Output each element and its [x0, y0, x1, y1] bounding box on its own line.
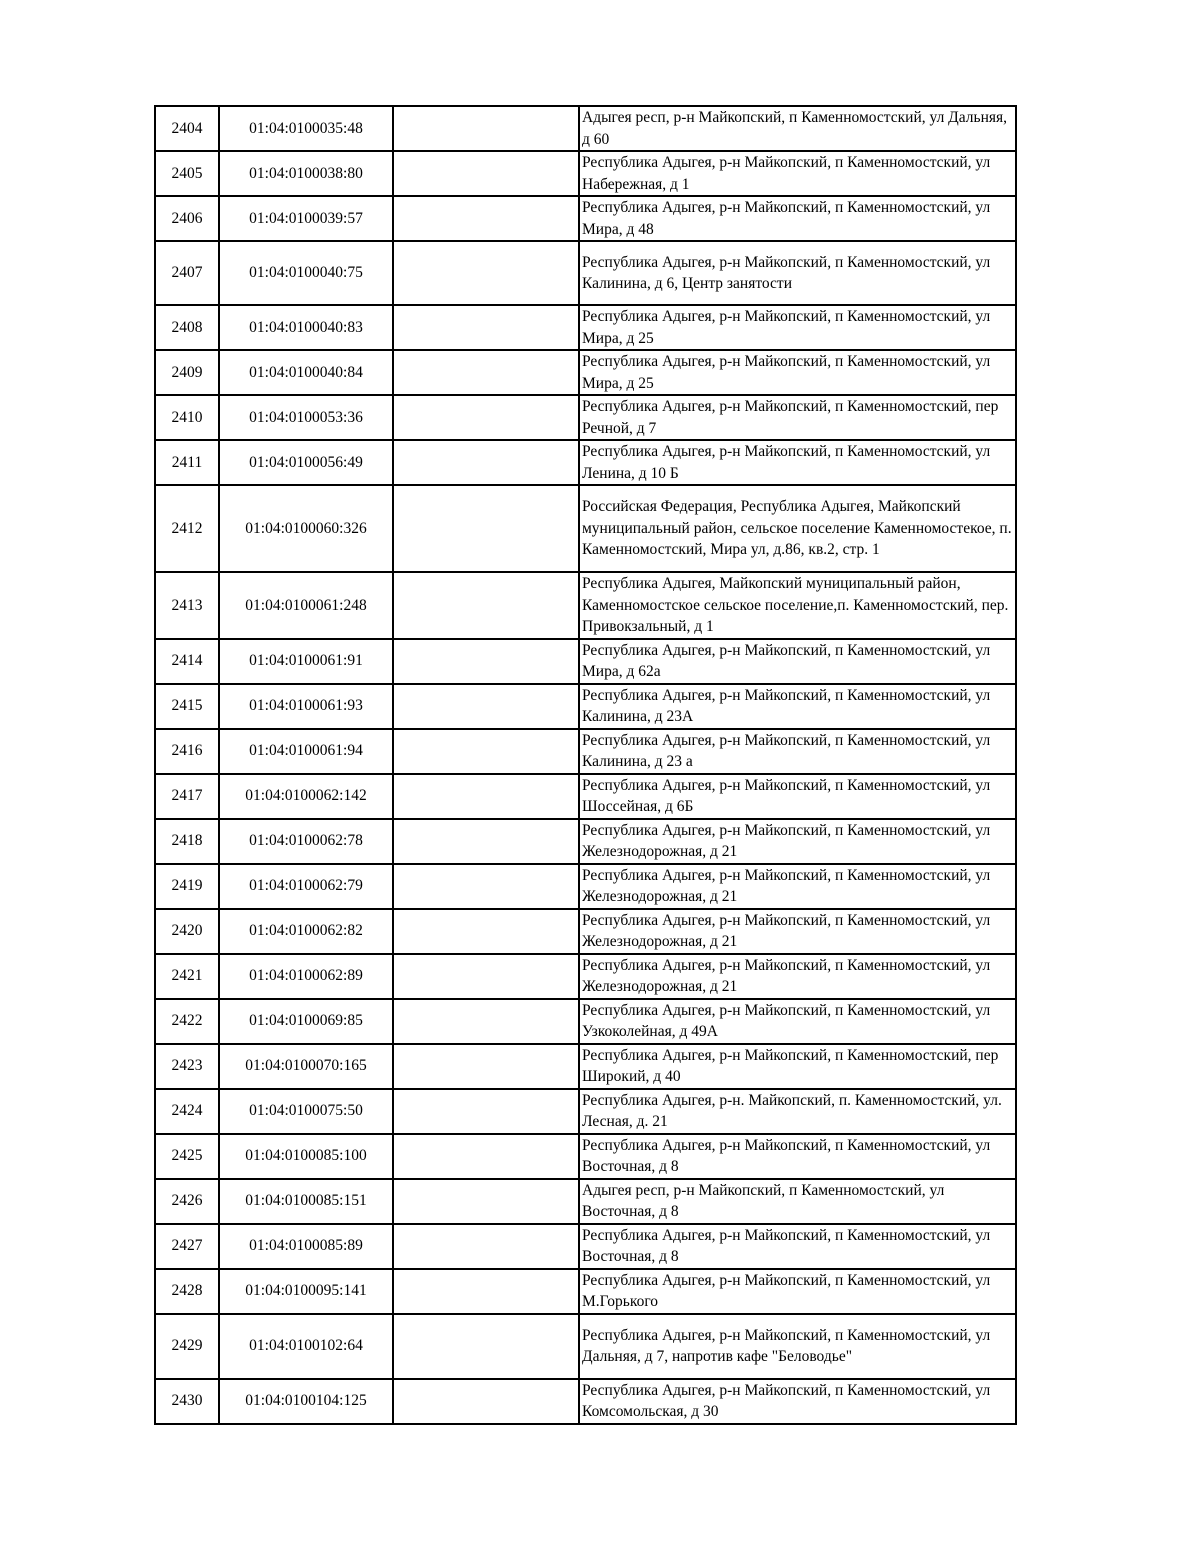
row-number: 2422 — [155, 999, 219, 1044]
empty-cell — [393, 774, 579, 819]
row-number: 2405 — [155, 151, 219, 196]
empty-cell — [393, 1269, 579, 1314]
address: Республика Адыгея, р-н Майкопский, п Каменномостский, ул Мира, д 62а — [579, 639, 1016, 684]
address: Адыгея респ, р-н Майкопский, п Каменномостский, ул Дальняя, д 60 — [579, 106, 1016, 151]
cadastral-number: 01:04:0100060:326 — [219, 485, 393, 572]
cadastral-number: 01:04:0100075:50 — [219, 1089, 393, 1134]
row-number: 2430 — [155, 1379, 219, 1424]
table-row — [155, 1269, 1016, 1314]
property-table — [154, 105, 1017, 1425]
address: Республика Адыгея, р-н Майкопский, п Каменномостский, ул Калинина, д 23А — [579, 684, 1016, 729]
cadastral-number: 01:04:0100040:84 — [219, 350, 393, 395]
empty-cell — [393, 350, 579, 395]
table-row — [155, 1379, 1016, 1424]
row-number: 2428 — [155, 1269, 219, 1314]
row-number: 2421 — [155, 954, 219, 999]
cadastral-number: 01:04:0100062:142 — [219, 774, 393, 819]
address: Республика Адыгея, р-н Майкопский, п Каменномостский, ул Узкоколейная, д 49А — [579, 999, 1016, 1044]
table-row — [155, 1224, 1016, 1269]
table-row — [155, 1089, 1016, 1134]
table-row — [155, 241, 1016, 305]
address: Республика Адыгея, р-н Майкопский, п Каменномостский, ул Калинина, д 6, Центр занятости — [579, 241, 1016, 305]
cadastral-number: 01:04:0100035:48 — [219, 106, 393, 151]
table-row — [155, 909, 1016, 954]
row-number: 2414 — [155, 639, 219, 684]
cadastral-number: 01:04:0100104:125 — [219, 1379, 393, 1424]
empty-cell — [393, 241, 579, 305]
row-number: 2417 — [155, 774, 219, 819]
empty-cell — [393, 196, 579, 241]
address: Российская Федерация, Республика Адыгея, Майкопский муниципальный район, сельское поселение Каменномостекое, п. Каменномостский, Мира ул, д.86, кв.2, стр. 1 — [579, 485, 1016, 572]
empty-cell — [393, 819, 579, 864]
cadastral-number: 01:04:0100061:248 — [219, 572, 393, 639]
address: Республика Адыгея, р-н Майкопский, п Каменномостский, ул Железнодорожная, д 21 — [579, 864, 1016, 909]
empty-cell — [393, 1224, 579, 1269]
row-number: 2419 — [155, 864, 219, 909]
row-number: 2423 — [155, 1044, 219, 1089]
cadastral-number: 01:04:0100069:85 — [219, 999, 393, 1044]
cadastral-number: 01:04:0100040:75 — [219, 241, 393, 305]
address: Республика Адыгея, р-н Майкопский, п Каменномостский, ул Мира, д 48 — [579, 196, 1016, 241]
table-row — [155, 954, 1016, 999]
table-row — [155, 1044, 1016, 1089]
address: Республика Адыгея, р-н Майкопский, п Каменномостский, ул Мира, д 25 — [579, 350, 1016, 395]
empty-cell — [393, 395, 579, 440]
row-number: 2408 — [155, 305, 219, 350]
table-row — [155, 729, 1016, 774]
row-number: 2429 — [155, 1314, 219, 1379]
empty-cell — [393, 305, 579, 350]
row-number: 2404 — [155, 106, 219, 151]
table-row — [155, 1179, 1016, 1224]
address: Республика Адыгея, р-н Майкопский, п Каменномостский, ул Восточная, д 8 — [579, 1134, 1016, 1179]
empty-cell — [393, 1379, 579, 1424]
cadastral-number: 01:04:0100061:94 — [219, 729, 393, 774]
row-number: 2420 — [155, 909, 219, 954]
empty-cell — [393, 106, 579, 151]
address: Республика Адыгея, р-н Майкопский, п Каменномостский, ул Комсомольская, д 30 — [579, 1379, 1016, 1424]
address: Республика Адыгея, р-н. Майкопский, п. Каменномостский, ул. Лесная, д. 21 — [579, 1089, 1016, 1134]
table-row — [155, 350, 1016, 395]
row-number: 2427 — [155, 1224, 219, 1269]
address: Республика Адыгея, р-н Майкопский, п Каменномостский, ул Ленина, д 10 Б — [579, 440, 1016, 485]
empty-cell — [393, 864, 579, 909]
row-number: 2418 — [155, 819, 219, 864]
address: Республика Адыгея, р-н Майкопский, п Каменномостский, пер Речной, д 7 — [579, 395, 1016, 440]
table-row — [155, 151, 1016, 196]
empty-cell — [393, 999, 579, 1044]
cadastral-number: 01:04:0100102:64 — [219, 1314, 393, 1379]
table-row — [155, 684, 1016, 729]
address: Республика Адыгея, р-н Майкопский, п Каменномостский, ул Железнодорожная, д 21 — [579, 819, 1016, 864]
row-number: 2415 — [155, 684, 219, 729]
row-number: 2426 — [155, 1179, 219, 1224]
row-number: 2412 — [155, 485, 219, 572]
cadastral-number: 01:04:0100056:49 — [219, 440, 393, 485]
row-number: 2411 — [155, 440, 219, 485]
address: Республика Адыгея, р-н Майкопский, п Каменномостский, ул Шоссейная, д 6Б — [579, 774, 1016, 819]
empty-cell — [393, 440, 579, 485]
empty-cell — [393, 1089, 579, 1134]
cadastral-number: 01:04:0100062:82 — [219, 909, 393, 954]
cadastral-number: 01:04:0100040:83 — [219, 305, 393, 350]
cadastral-number: 01:04:0100062:78 — [219, 819, 393, 864]
empty-cell — [393, 151, 579, 196]
empty-cell — [393, 954, 579, 999]
address: Республика Адыгея, р-н Майкопский, п Каменномостский, ул Дальняя, д 7, напротив кафе "Беловодье" — [579, 1314, 1016, 1379]
row-number: 2406 — [155, 196, 219, 241]
table-row — [155, 196, 1016, 241]
address: Республика Адыгея, р-н Майкопский, п Каменномостский, ул М.Горького — [579, 1269, 1016, 1314]
address: Республика Адыгея, р-н Майкопский, п Каменномостский, пер Широкий, д 40 — [579, 1044, 1016, 1089]
table-row — [155, 485, 1016, 572]
empty-cell — [393, 684, 579, 729]
table-row — [155, 999, 1016, 1044]
empty-cell — [393, 639, 579, 684]
cadastral-number: 01:04:0100038:80 — [219, 151, 393, 196]
empty-cell — [393, 909, 579, 954]
empty-cell — [393, 1134, 579, 1179]
table-row — [155, 819, 1016, 864]
empty-cell — [393, 1044, 579, 1089]
cadastral-number: 01:04:0100061:91 — [219, 639, 393, 684]
address: Республика Адыгея, р-н Майкопский, п Каменномостский, ул Калинина, д 23 а — [579, 729, 1016, 774]
empty-cell — [393, 1179, 579, 1224]
cadastral-number: 01:04:0100070:165 — [219, 1044, 393, 1089]
table-row — [155, 1134, 1016, 1179]
table-row — [155, 440, 1016, 485]
row-number: 2407 — [155, 241, 219, 305]
row-number: 2425 — [155, 1134, 219, 1179]
address: Республика Адыгея, р-н Майкопский, п Каменномостский, ул Восточная, д 8 — [579, 1224, 1016, 1269]
table-row — [155, 1314, 1016, 1379]
row-number: 2409 — [155, 350, 219, 395]
address: Республика Адыгея, р-н Майкопский, п Каменномостский, ул Железнодорожная, д 21 — [579, 954, 1016, 999]
cadastral-number: 01:04:0100085:151 — [219, 1179, 393, 1224]
address: Адыгея респ, р-н Майкопский, п Каменномостский, ул Восточная, д 8 — [579, 1179, 1016, 1224]
empty-cell — [393, 1314, 579, 1379]
cadastral-number: 01:04:0100085:100 — [219, 1134, 393, 1179]
cadastral-number: 01:04:0100061:93 — [219, 684, 393, 729]
empty-cell — [393, 485, 579, 572]
table-row — [155, 864, 1016, 909]
cadastral-number: 01:04:0100053:36 — [219, 395, 393, 440]
table-row — [155, 639, 1016, 684]
cadastral-number: 01:04:0100062:89 — [219, 954, 393, 999]
address: Республика Адыгея, р-н Майкопский, п Каменномостский, ул Железнодорожная, д 21 — [579, 909, 1016, 954]
cadastral-number: 01:04:0100062:79 — [219, 864, 393, 909]
cadastral-number: 01:04:0100085:89 — [219, 1224, 393, 1269]
address: Республика Адыгея, Майкопский муниципальный район, Каменномостское сельское поселение,п. Каменномостский, пер. Привокзальный, д 1 — [579, 572, 1016, 639]
row-number: 2413 — [155, 572, 219, 639]
row-number: 2424 — [155, 1089, 219, 1134]
table-row — [155, 395, 1016, 440]
cadastral-number: 01:04:0100095:141 — [219, 1269, 393, 1314]
address: Республика Адыгея, р-н Майкопский, п Каменномостский, ул Набережная, д 1 — [579, 151, 1016, 196]
row-number: 2416 — [155, 729, 219, 774]
row-number: 2410 — [155, 395, 219, 440]
table-row — [155, 305, 1016, 350]
address: Республика Адыгея, р-н Майкопский, п Каменномостский, ул Мира, д 25 — [579, 305, 1016, 350]
table-row — [155, 572, 1016, 639]
cadastral-number: 01:04:0100039:57 — [219, 196, 393, 241]
empty-cell — [393, 729, 579, 774]
empty-cell — [393, 572, 579, 639]
table-body — [155, 106, 1016, 1424]
table-row — [155, 106, 1016, 151]
table-row — [155, 774, 1016, 819]
